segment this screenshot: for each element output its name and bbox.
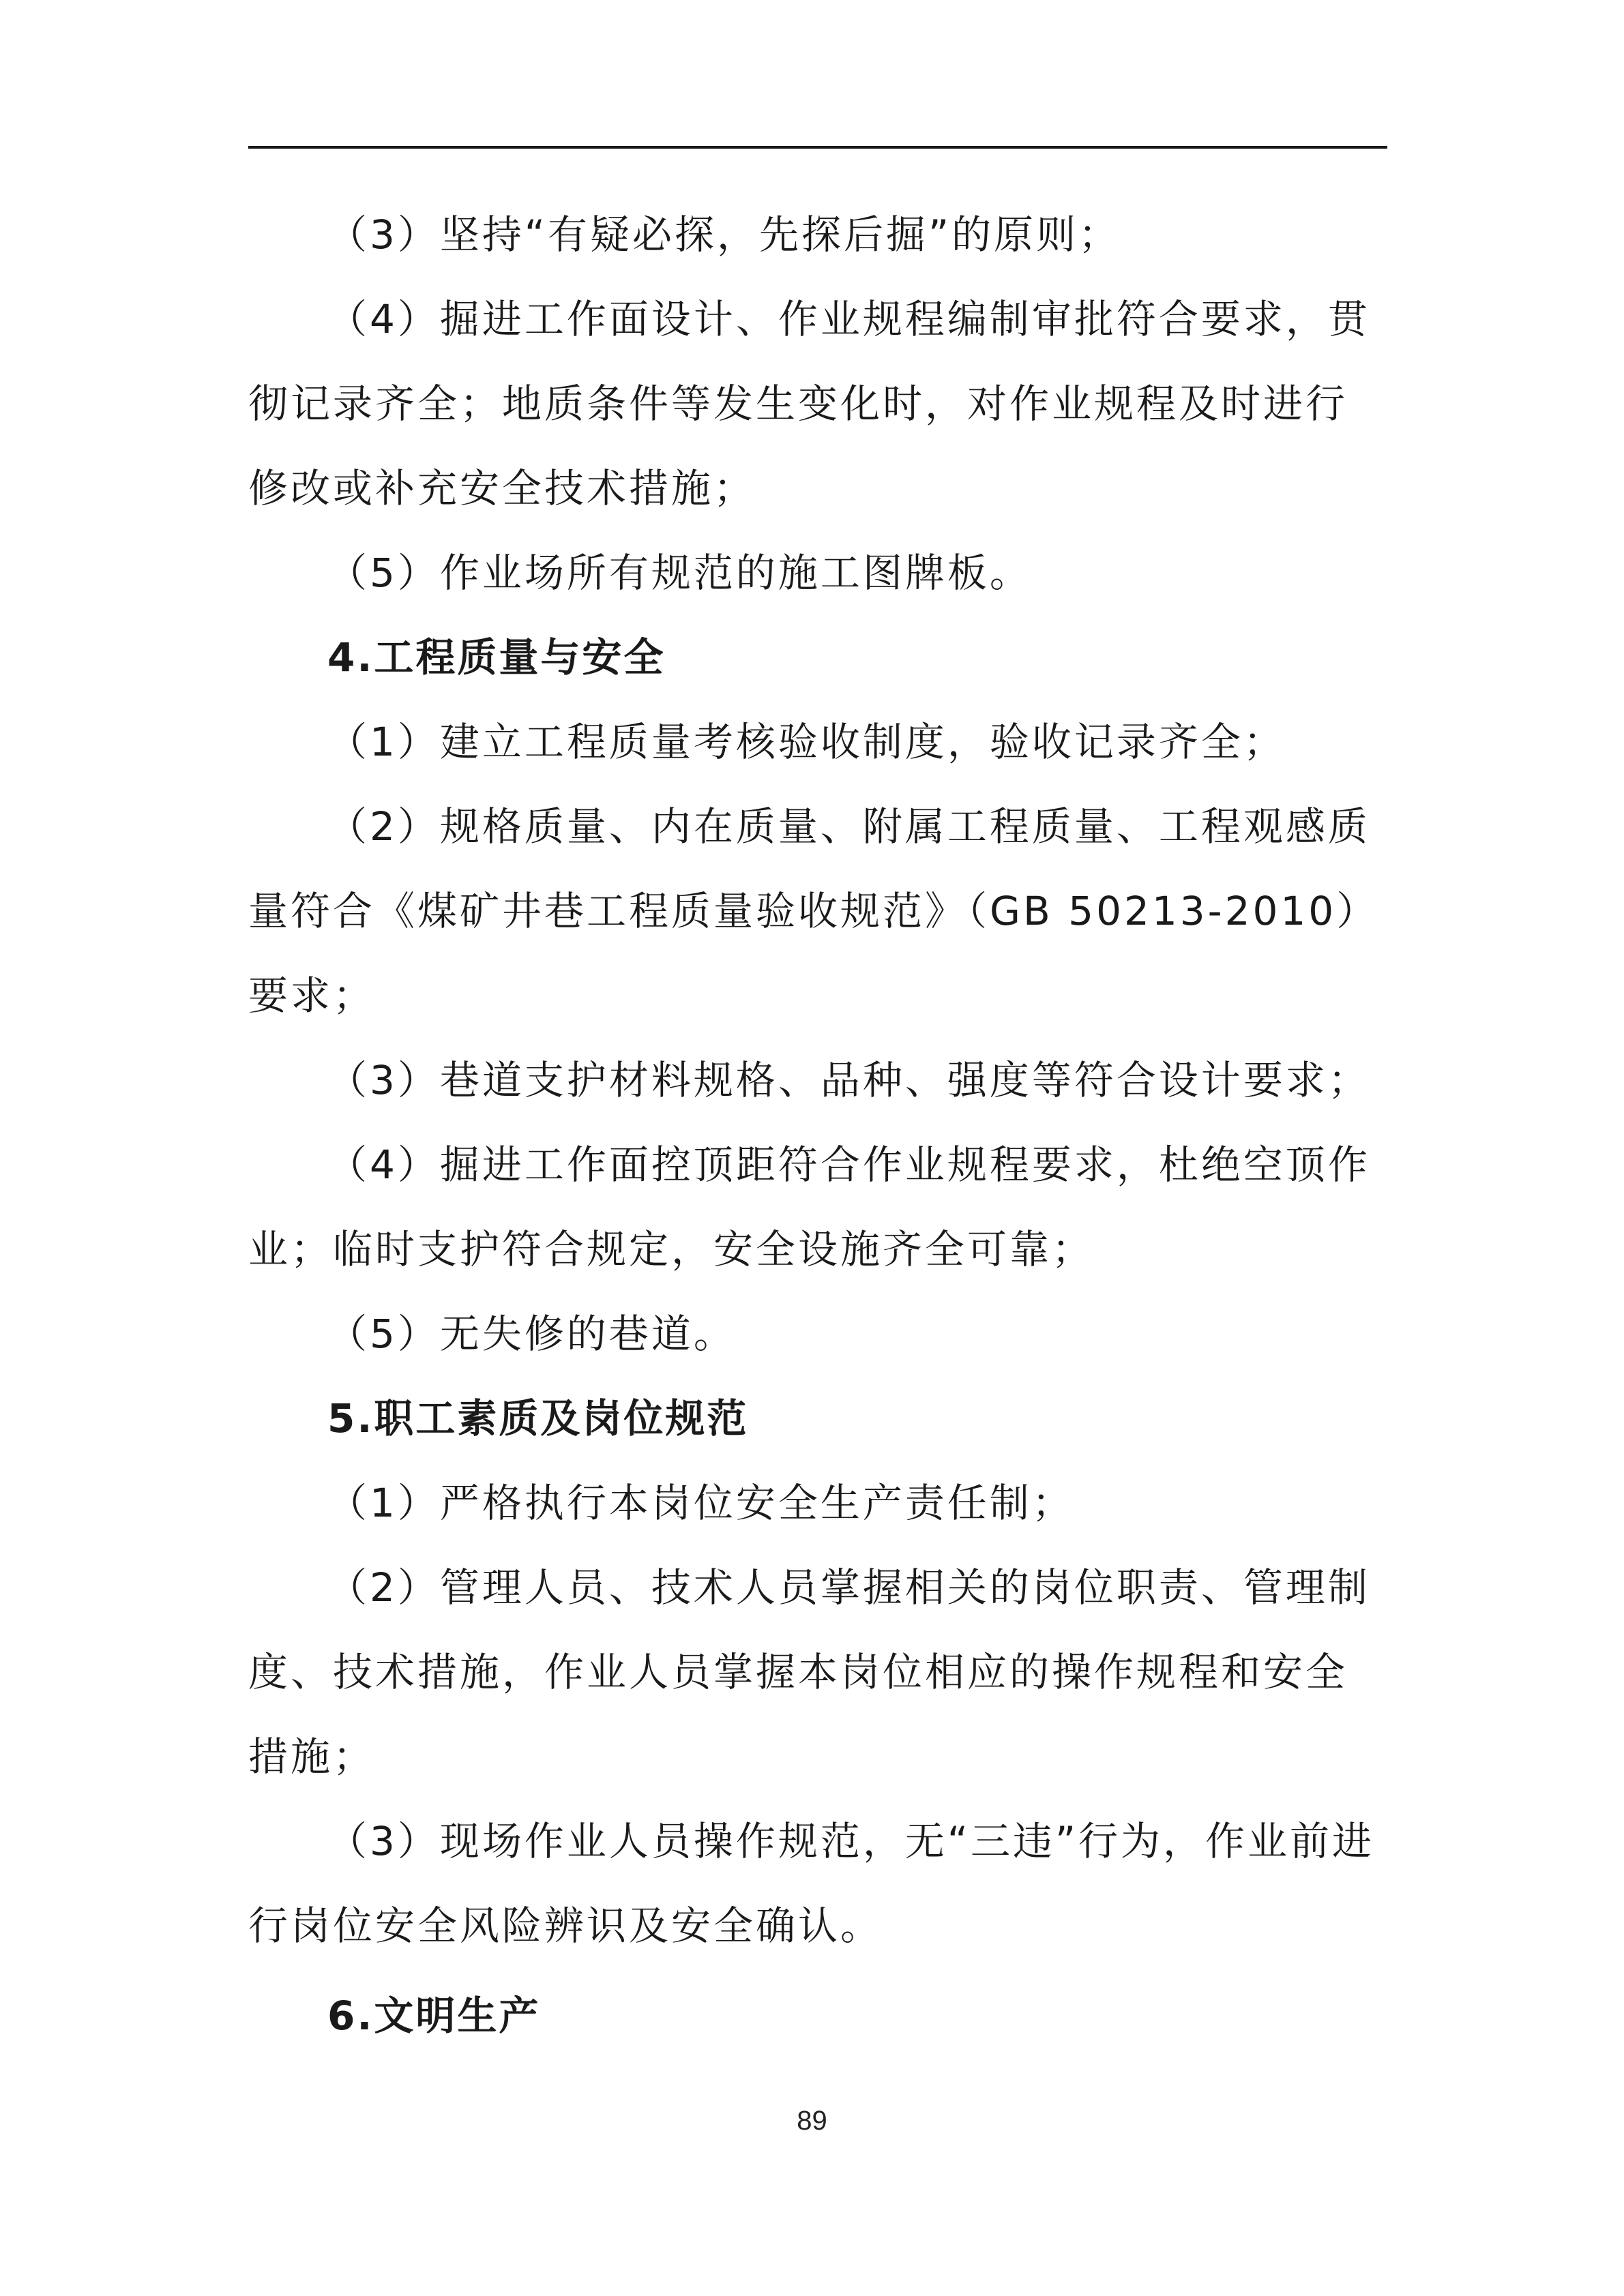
section-heading-4: 4.工程质量与安全 [327, 634, 666, 681]
paragraph-item-3-operation: （3）现场作业人员操作规范，无“三违”行为，作业前进行岗位安全风险辨识及安全确认。 [248, 1818, 1374, 1949]
paragraph-item-3-explore: （3）坚持“有疑必探，先探后掘”的原则； [327, 211, 1121, 258]
paragraph-item-5-signboard: （5）作业场所有规范的施工图牌板。 [327, 550, 1032, 596]
paragraph-item-4-roof: （4）掘进工作面控顶距符合作业规程要求，杜绝空顶作业；临时支护符合规定，安全设施齐全可靠； [248, 1142, 1370, 1272]
page-body [248, 192, 1387, 2058]
paragraph-item-2-knowledge: （2）管理人员、技术人员掌握相关的岗位职责、管理制度、技术措施，作业人员掌握本岗位相应的操作规程和安全措施； [248, 1564, 1370, 1780]
paragraph-item-1-responsibility: （1）严格执行本岗位安全生产责任制； [327, 1480, 1074, 1526]
paragraph-item-2-quality: （2）规格质量、内在质量、附属工程质量、工程观感质量符合《煤矿井巷工程质量验收规范》（GB 50213-2010）要求； [248, 803, 1379, 1019]
section-heading-6: 6.文明生产 [327, 1993, 541, 2039]
header-rule [248, 146, 1387, 149]
paragraph-item-1-acceptance: （1）建立工程质量考核验收制度，验收记录齐全； [327, 719, 1286, 765]
paragraph-item-5-roadway: （5）无失修的巷道。 [327, 1311, 736, 1357]
paragraph-item-3-support: （3）巷道支护材料规格、品种、强度等符合设计要求； [327, 1057, 1370, 1103]
section-heading-5: 5.职工素质及岗位规范 [327, 1395, 749, 1442]
paragraph-item-4-design: （4）掘进工作面设计、作业规程编制审批符合要求，贯彻记录齐全；地质条件等发生变化时，对作业规程及时进行修改或补充安全技术措施； [248, 296, 1370, 511]
page-number: 89 [797, 2106, 827, 2136]
